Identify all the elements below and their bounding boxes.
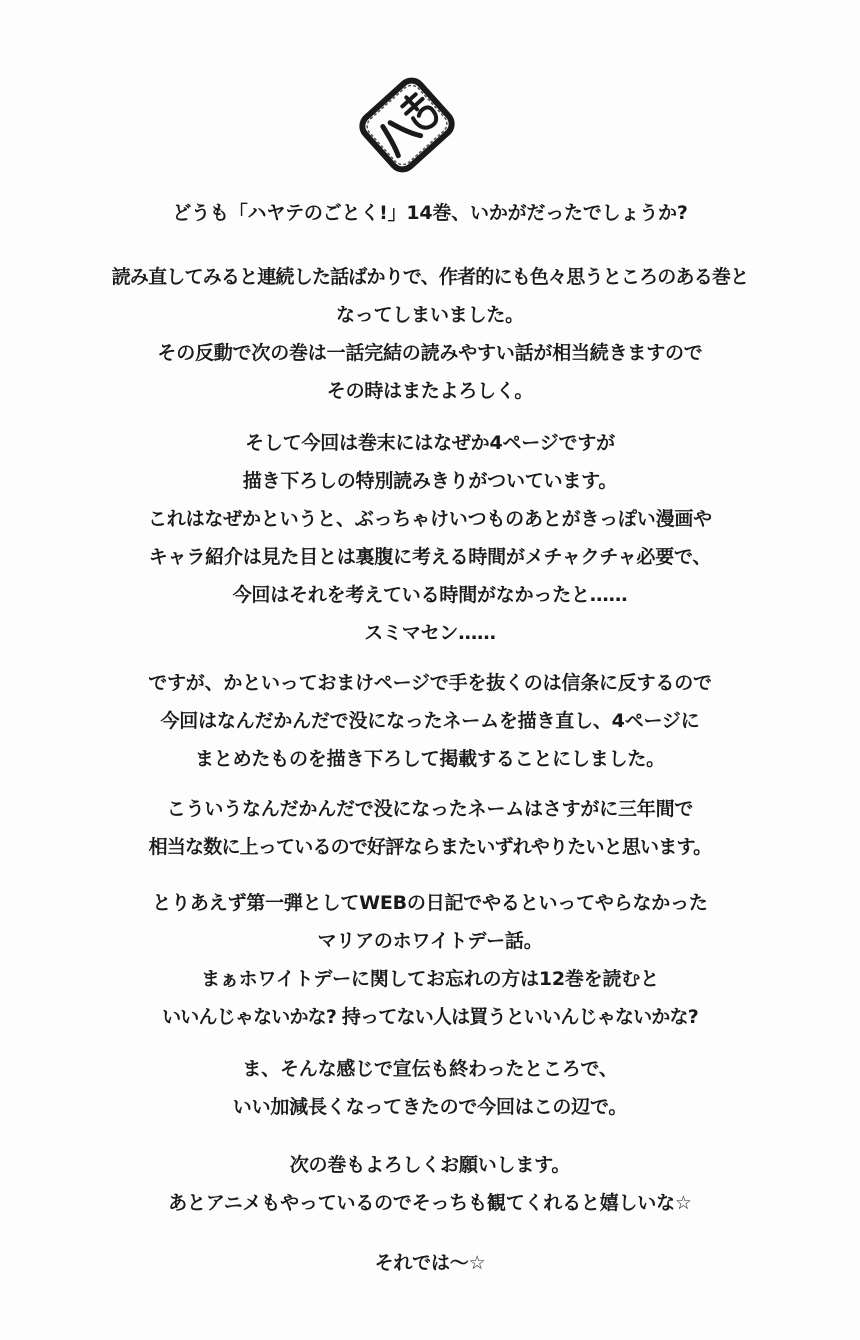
- text-line: とりあえず第一弾としてWEBの日記でやるといってやらなかった: [152, 892, 708, 914]
- paragraph-bonus-pages: [40, 424, 820, 652]
- text-line: 描き下ろしの特別読みきりがついています。: [242, 470, 618, 492]
- paragraph-three-years: [40, 790, 820, 866]
- paragraph-greeting: [40, 194, 820, 232]
- text-line: 今回はそれを考えている時間がなかったと……: [232, 584, 628, 606]
- text-line: まとめたものを描き下ろして掲載することにしました。: [194, 748, 665, 770]
- text-line: どうも「ハヤテのごとく!」14巻、いかがだったでしょうか?: [172, 202, 688, 224]
- text-line: そして今回は巻末にはなぜか4ページですが: [245, 432, 615, 454]
- text-line: いい加減長くなってきたので今回はこの辺で。: [232, 1096, 628, 1118]
- paragraph-white-day: [40, 884, 820, 1036]
- text-line: 読み直してみると連続した話ばかりで、作者的にも色々思うところのある巻と: [111, 266, 749, 288]
- paragraph-volume-reflection: [40, 258, 820, 410]
- text-line: その反動で次の巻は一話完結の読みやすい話が相当続きますので: [157, 342, 703, 364]
- author-hanko-stamp-icon: [352, 70, 462, 180]
- text-line: マリアのホワイトデー話。: [317, 930, 543, 952]
- text-line: こういうなんだかんだで没になったネームはさすがに三年間で: [166, 798, 694, 820]
- text-line: ま、そんな感じで宣伝も終わったところで、: [242, 1058, 618, 1080]
- svg-text:八巻: 八巻: [352, 70, 354, 71]
- text-line: いいんじゃないかな? 持ってない人は買うといいんじゃないかな?: [162, 1006, 698, 1028]
- stamp-seal-graphic: [352, 70, 462, 180]
- text-line: 相当な数に上っているので好評ならまたいずれやりたいと思います。: [148, 836, 712, 858]
- text-line: その時はまたよろしく。: [326, 380, 534, 402]
- paragraph-redrawn-name: [40, 664, 820, 778]
- text-line: あとアニメもやっているのでそっちも観てくれると嬉しいな☆: [168, 1192, 692, 1214]
- text-line: 次の巻もよろしくお願いします。: [289, 1154, 571, 1176]
- text-line: ですが、かといっておまけページで手を抜くのは信条に反するので: [148, 672, 712, 694]
- text-line: 今回はなんだかんだで没になったネームを描き直し、4ページに: [160, 710, 700, 732]
- text-line: なってしまいました。: [335, 304, 524, 326]
- text-line: まぁホワイトデーに関してお忘れの方は12巻を読むと: [201, 968, 659, 990]
- text-line: スミマセン……: [364, 622, 496, 644]
- paragraph-farewell: [40, 1244, 820, 1282]
- text-line: キャラ紹介は見た目とは裏腹に考える時間がメチャクチャ必要で、: [148, 546, 712, 568]
- paragraph-wrap-up: [40, 1050, 820, 1126]
- paragraph-next-volume: [40, 1146, 820, 1222]
- text-line: これはなぜかというと、ぶっちゃけいつものあとがきっぽい漫画や: [147, 508, 712, 530]
- text-line: それでは〜☆: [374, 1252, 486, 1274]
